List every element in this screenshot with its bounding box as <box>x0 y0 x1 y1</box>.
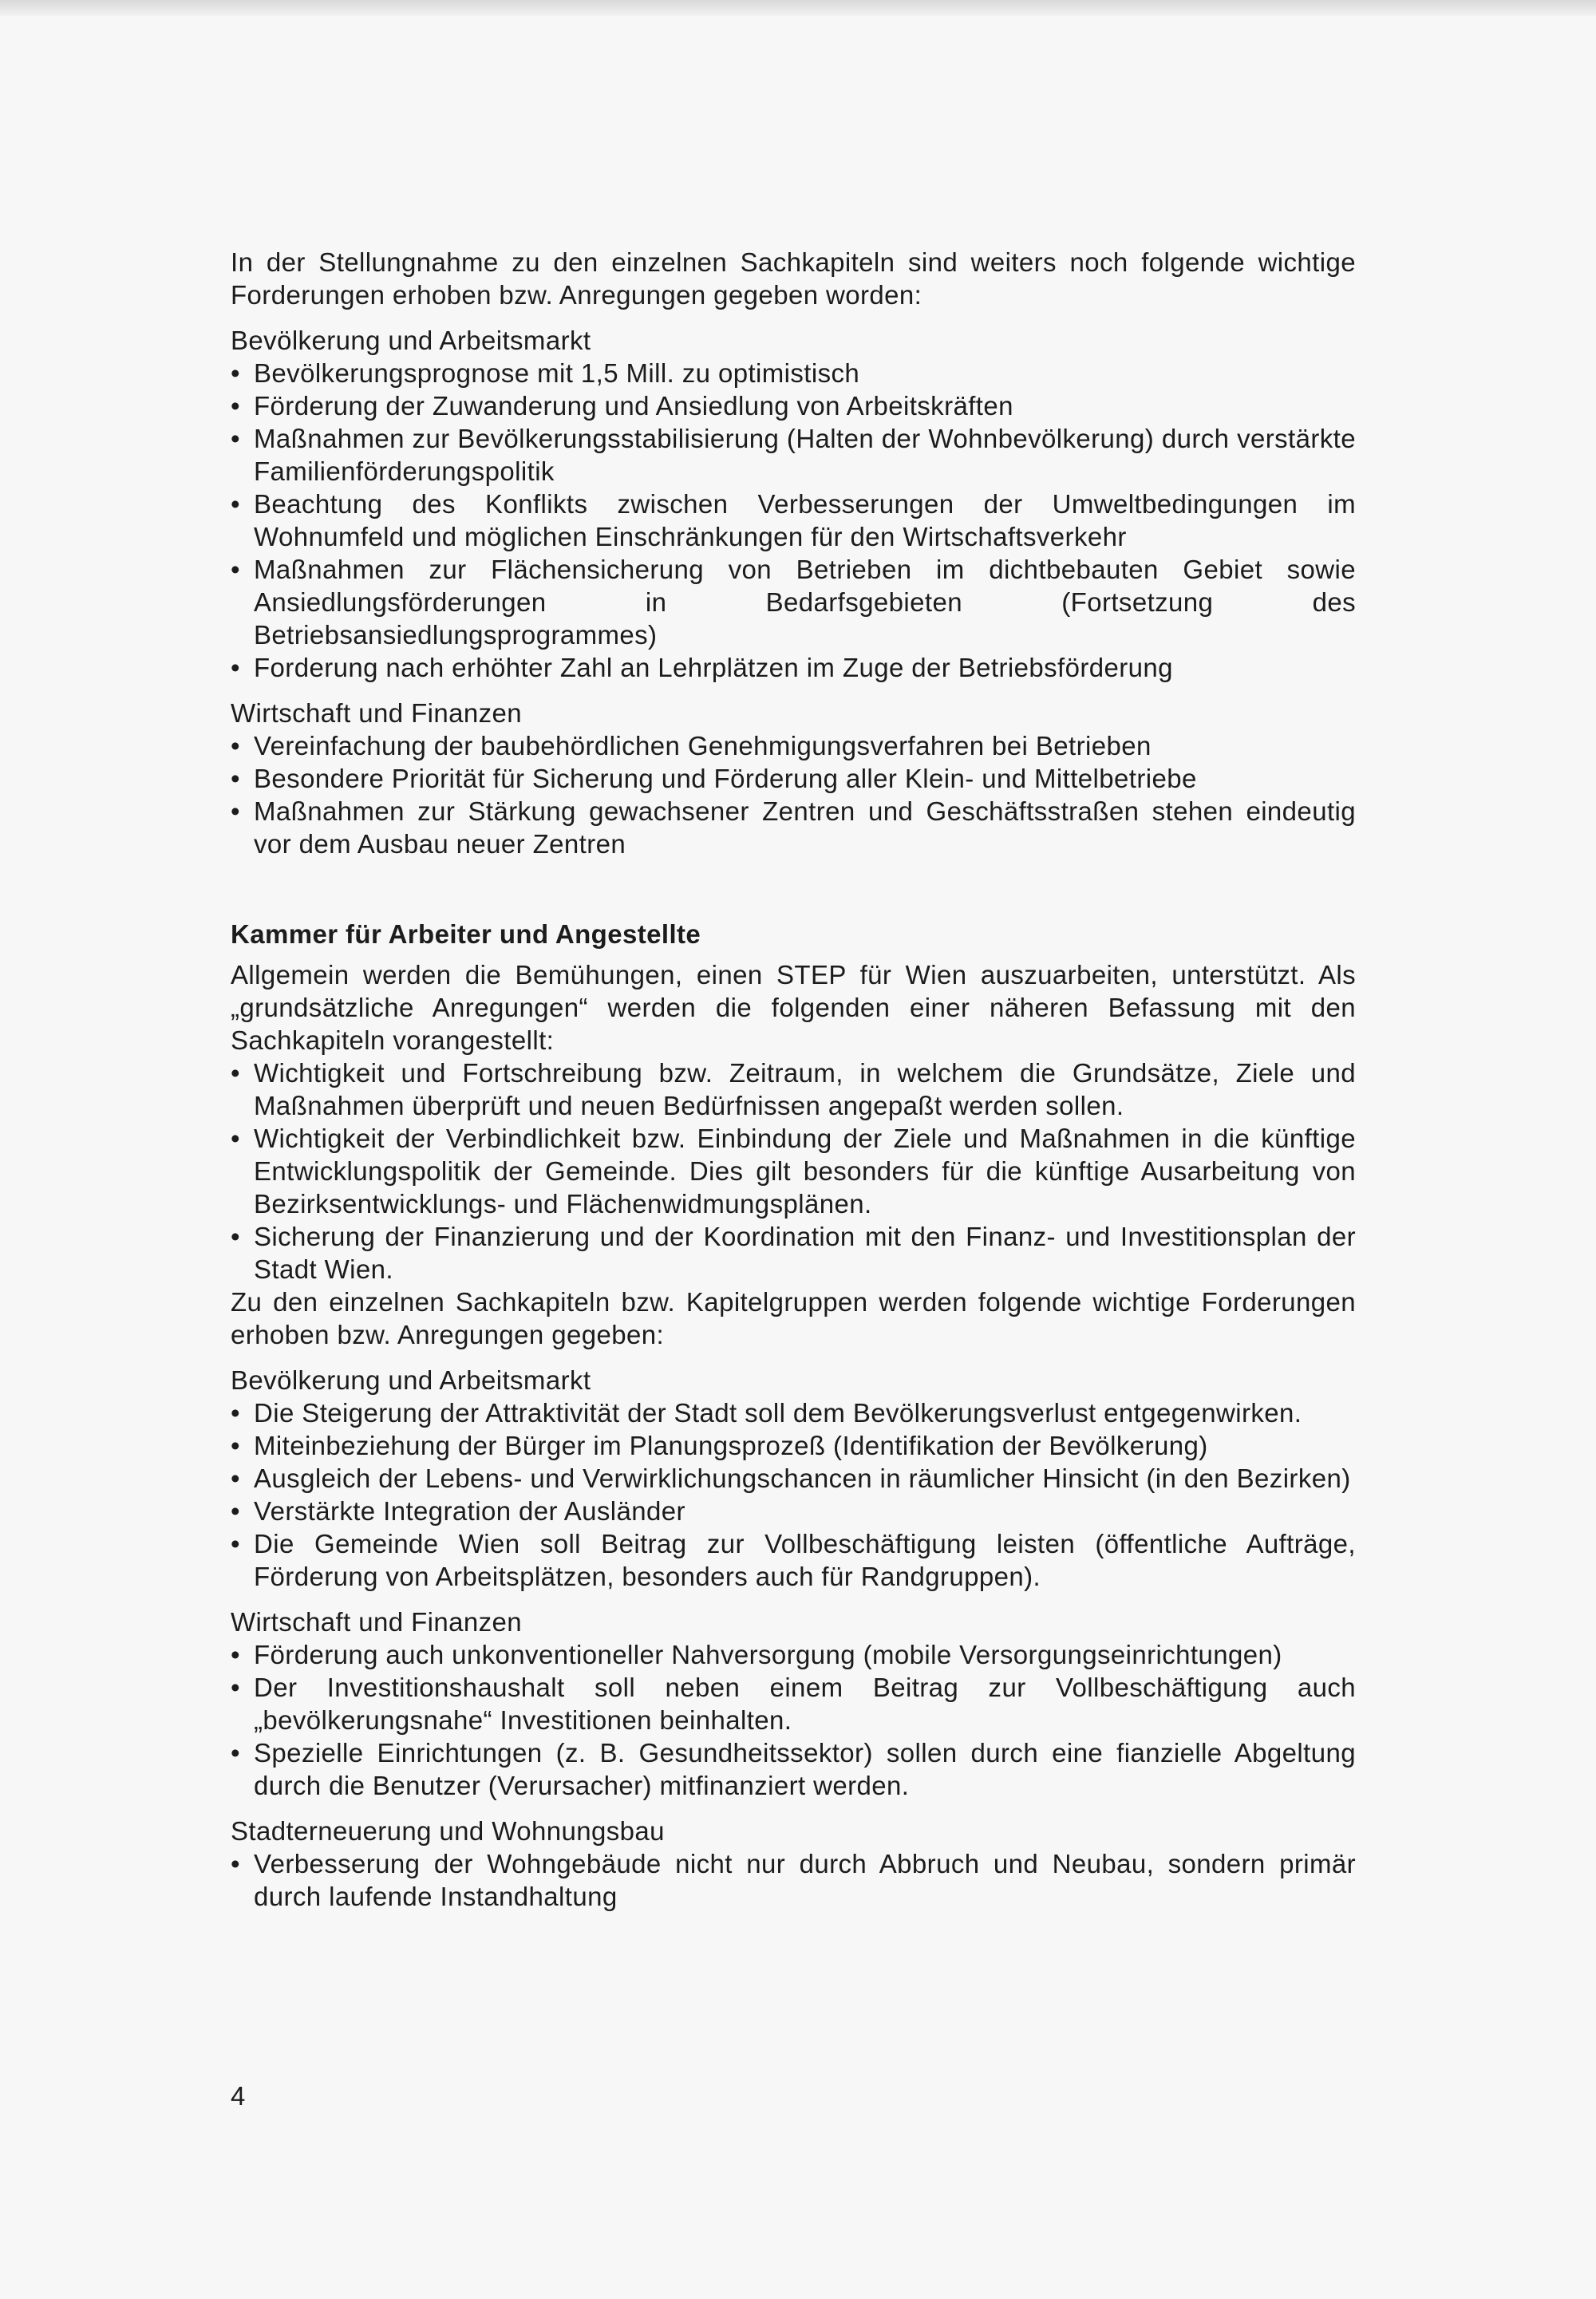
list-item: • Verbesserung der Wohngebäude nicht nur durch Abbruch und Neubau, sondern primär durch laufende Instandhaltung <box>231 1847 1356 1913</box>
subheading-economy-2: Wirtschaft und Finanzen <box>231 1607 523 1637</box>
list-item: • Bevölkerungsprognose mit 1,5 Mill. zu optimistisch <box>231 357 1356 389</box>
intro-paragraph: In der Stellungnahme zu den einzelnen Sachkapiteln sind weiters noch folgende wichtige Forderungen erhoben bzw. Anregungen gegeben worden: <box>231 247 1356 310</box>
bullet-list-population-2 <box>231 1396 1356 1593</box>
subheading-economy-1: Wirtschaft und Finanzen <box>231 698 523 728</box>
list-item: • Die Steigerung der Attraktivität der Stadt soll dem Bevölkerungsverlust entgegenwirken. <box>231 1396 1356 1429</box>
section-paragraph: Allgemein werden die Bemühungen, einen STEP für Wien auszuarbeiten, unterstützt. Als „grundsätzliche Anregungen“ werden die folgenden einer näheren Befassung mit den Sachkapiteln vorangestellt: <box>231 960 1356 1055</box>
list-item: • Verstärkte Integration der Ausländer <box>231 1495 1356 1527</box>
list-item: • Wichtigkeit und Fortschreibung bzw. Zeitraum, in welchem die Grundsätze, Ziele und Maßnahmen überprüft und neuen Bedürfnissen angepaßt werden sollen. <box>231 1057 1356 1122</box>
list-item: • Forderung nach erhöhter Zahl an Lehrplätzen im Zuge der Betriebsförderung <box>231 651 1356 684</box>
subheading-urban-renewal: Stadterneuerung und Wohnungsbau <box>231 1816 665 1846</box>
list-item: • Förderung auch unkonventioneller Nahversorgung (mobile Versorgungseinrichtungen) <box>231 1638 1356 1671</box>
list-item: • Spezielle Einrichtungen (z. B. Gesundheitssektor) sollen durch eine fianzielle Abgeltung durch die Benutzer (Verursacher) mitfinanziert werden. <box>231 1736 1356 1802</box>
list-item: • Wichtigkeit der Verbindlichkeit bzw. Einbindung der Ziele und Maßnahmen in die künftige Entwicklungspolitik der Gemeinde. Dies gilt besonders für die künftige Ausarbeitung von Bezirksentwicklungs- und Flächenwidmungsplänen. <box>231 1122 1356 1220</box>
list-item: • Miteinbeziehung der Bürger im Planungsprozeß (Identifikation der Bevölkerung) <box>231 1429 1356 1462</box>
list-item: • Die Gemeinde Wien soll Beitrag zur Vollbeschäftigung leisten (öffentliche Aufträge, Förderung von Arbeitsplätzen, besonders auch für Randgruppen). <box>231 1527 1356 1593</box>
list-item: • Maßnahmen zur Stärkung gewachsener Zentren und Geschäftsstraßen stehen eindeutig vor dem Ausbau neuer Zentren <box>231 795 1356 860</box>
list-item: • Sicherung der Finanzierung und der Koordination mit den Finanz- und Investitionsplan der Stadt Wien. <box>231 1220 1356 1286</box>
bullet-list-urban-renewal <box>231 1847 1356 1913</box>
list-item: • Besondere Priorität für Sicherung und Förderung aller Klein- und Mittelbetriebe <box>231 762 1356 795</box>
list-item: • Der Investitionshaushalt soll neben einem Beitrag zur Vollbeschäftigung auch „bevölkerungsnahe“ Investitionen beinhalten. <box>231 1671 1356 1736</box>
bullet-list-general <box>231 1057 1356 1286</box>
bullet-list-population-1 <box>231 357 1356 684</box>
scan-top-edge <box>0 0 1596 16</box>
list-item: • Vereinfachung der baubehördlichen Genehmigungsverfahren bei Betrieben <box>231 729 1356 762</box>
bullet-list-economy-2 <box>231 1638 1356 1802</box>
section-title: Kammer für Arbeiter und Angestellte <box>231 919 701 949</box>
list-item: • Ausgleich der Lebens- und Verwirklichungschancen in räumlicher Hinsicht (in den Bezirken) <box>231 1462 1356 1495</box>
list-item: • Maßnahmen zur Flächensicherung von Betrieben im dichtbebauten Gebiet sowie Ansiedlungsförderungen in Bedarfsgebieten (Fortsetzung des Betriebsansiedlungsprogrammes) <box>231 553 1356 651</box>
bullet-list-economy-1 <box>231 729 1356 860</box>
subheading-population-2: Bevölkerung und Arbeitsmarkt <box>231 1365 591 1395</box>
list-item: • Maßnahmen zur Bevölkerungsstabilisierung (Halten der Wohnbevölkerung) durch verstärkte Familienförderungspolitik <box>231 422 1356 488</box>
section-spacer <box>231 873 1356 918</box>
list-item: • Beachtung des Konflikts zwischen Verbesserungen der Umweltbedingungen im Wohnumfeld und möglichen Einschränkungen für den Wirtschaftsverkehr <box>231 488 1356 553</box>
text-column <box>231 246 1356 1926</box>
subheading-population-1: Bevölkerung und Arbeitsmarkt <box>231 326 591 355</box>
section-paragraph-2: Zu den einzelnen Sachkapiteln bzw. Kapitelgruppen werden folgende wichtige Forderungen erhoben bzw. Anregungen gegeben: <box>231 1287 1356 1349</box>
list-item: • Förderung der Zuwanderung und Ansiedlung von Arbeitskräften <box>231 389 1356 422</box>
page-number: 4 <box>231 2081 246 2111</box>
